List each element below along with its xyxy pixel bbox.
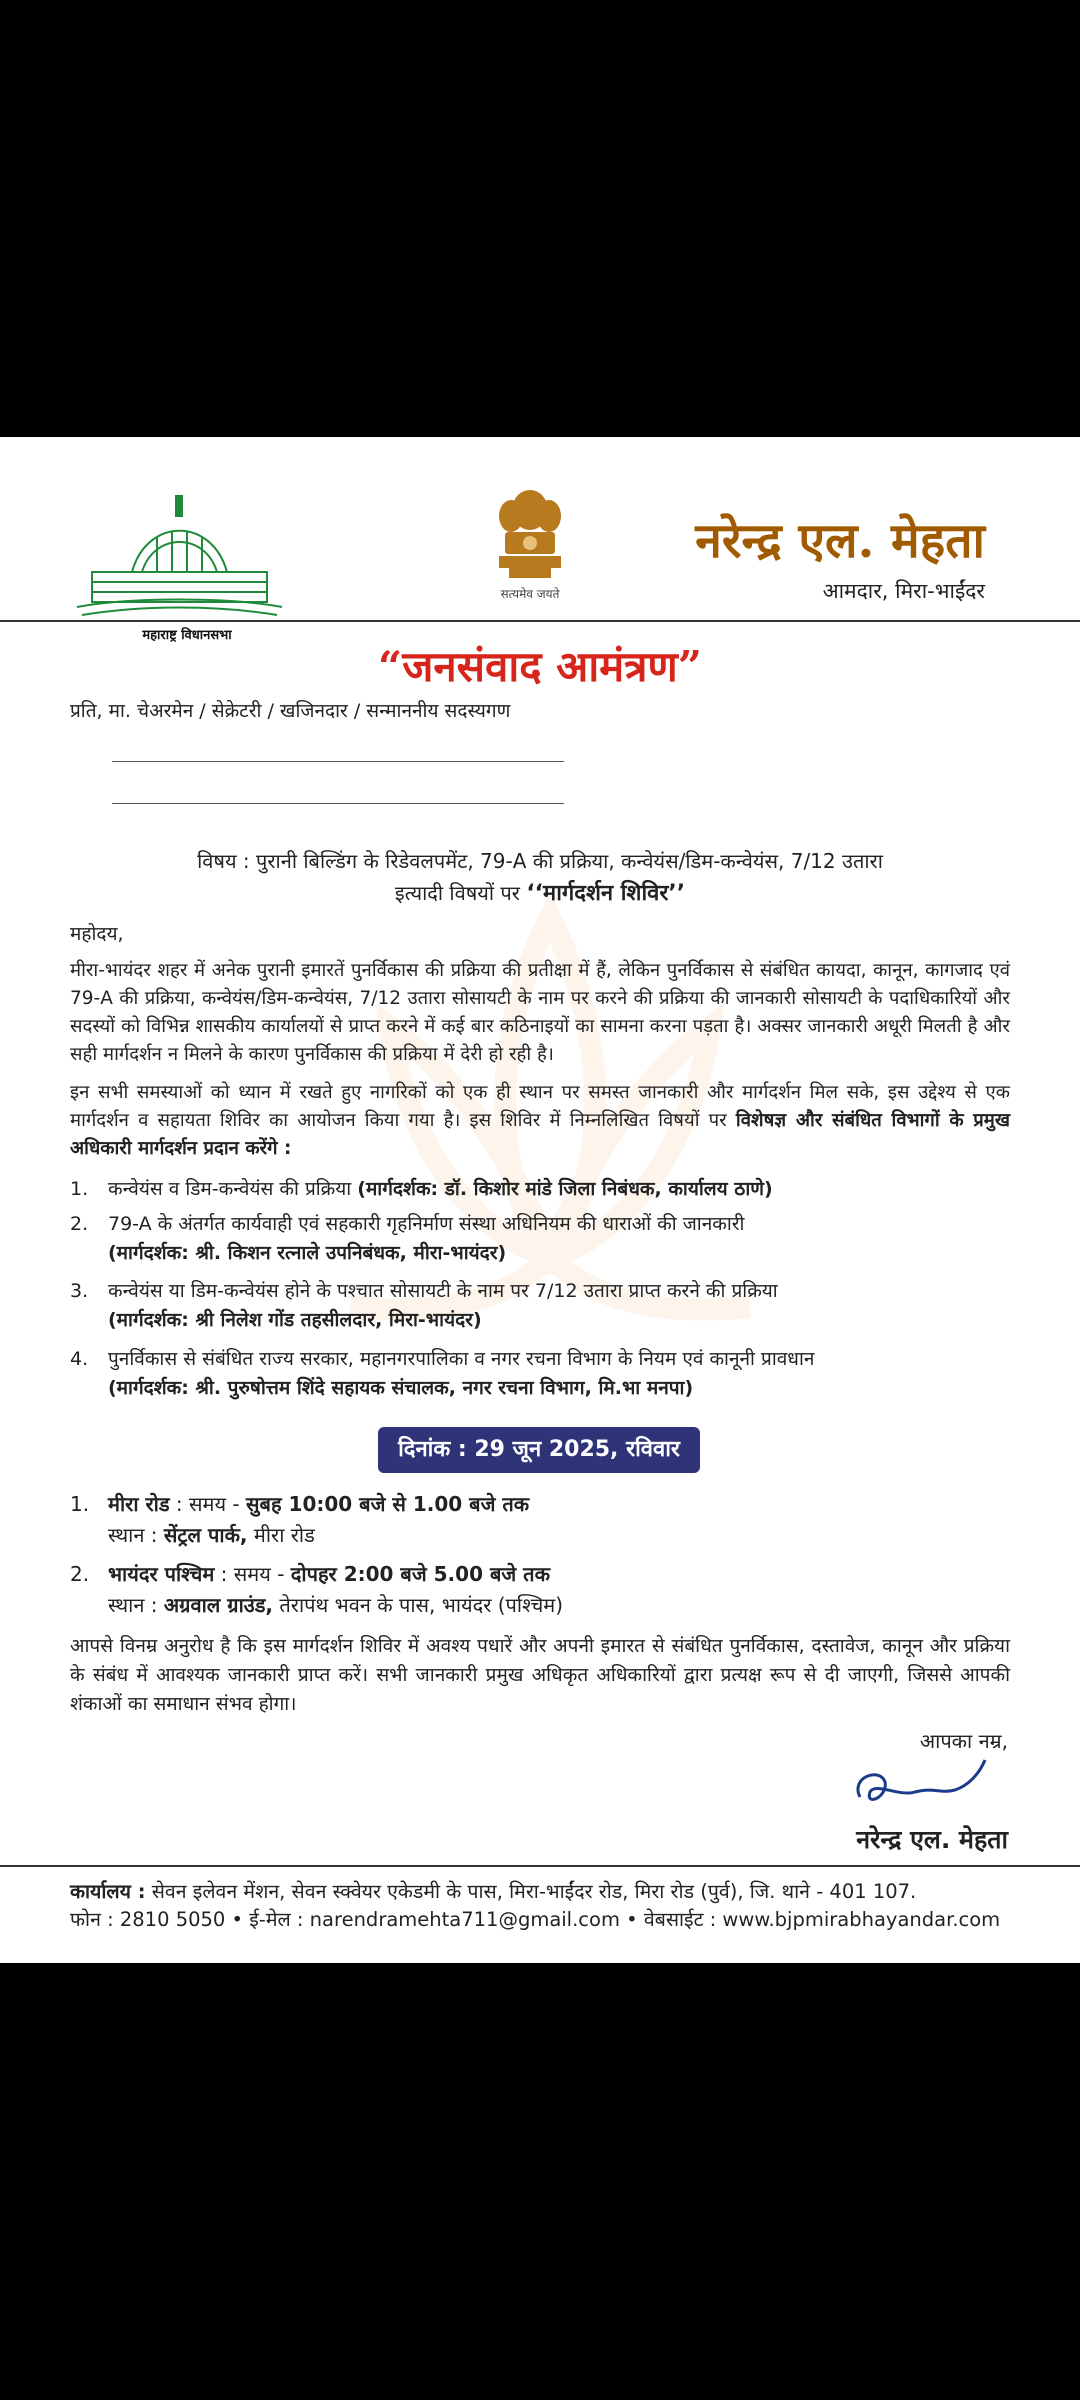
- venue-time-label: : समय -: [169, 1492, 246, 1516]
- paragraph-2-bold: विशेषज्ञ और संबंधित विभागों के प्रमुख अधिकारी मार्गदर्शन प्रदान करेंगे :: [70, 1110, 1010, 1159]
- ashoka-lion-icon: [485, 482, 575, 582]
- venue-time-label: : समय -: [214, 1562, 291, 1586]
- mla-name: नरेन्द्र एल. मेहता: [695, 513, 985, 569]
- topic-text: कन्वेयंस या डिम-कन्वेयंस होने के पश्चात सोसायटी के नाम पर 7/12 उतारा प्राप्त करने की प्रक्रिया: [108, 1280, 778, 1302]
- topic-number: 3.: [70, 1280, 89, 1302]
- footer-divider: [0, 1865, 1080, 1867]
- topic-guide: (मार्गदर्शक: डॉ. किशोर मांडे जिला निबंधक, कार्यालय ठाणे): [357, 1178, 773, 1200]
- paragraph-1: मीरा-भायंदर शहर में अनेक पुरानी इमारतें पुनर्विकास की प्रक्रिया की प्रतीक्षा में हैं, लेकिन पुनर्विकास से संबंधित कायदा, कानून, कागजाद एवं 79-A की प्रक्रिया, कन्वेयंस/डिम-कन्वेयंस, 7/12 उतारा सोसायटी के नाम पर करने की प्रक्रिया की जानकारी सोसायटी के पदाधिकारियों और सदस्यों को विभिन्न शासकीय कार्यालयों से प्राप्त करने में कई बार कठिनाइयों का सामना करना पड़ता है। अक्सर जानकारी अधूरी मिलती है और सही मार्गदर्शन न मिलने के कारण पुनर्विकास की प्रक्रिया में देरी हो रही है।: [70, 960, 1010, 1065]
- signature-icon: [840, 1752, 1000, 1822]
- venue-time: दोपहर 2:00 बजे 5.00 बजे तक: [290, 1562, 550, 1586]
- venue-place: अग्रवाल ग्राउंड,: [163, 1593, 274, 1617]
- topic-body: [108, 1210, 744, 1268]
- header-divider: [0, 620, 1080, 622]
- venue-number: 1.: [70, 1492, 90, 1516]
- closing-paragraph: आपसे विनम्र अनुरोध है कि इस मार्गदर्शन शिविर में अवश्य पधारें और अपनी इमारत से संबंधित पुनर्विकास, दस्तावेज, कानून और प्रक्रिया के संबंध में आवश्यक जानकारी प्राप्त करें। सभी जानकारी प्रमुख अधिकृत अधिकारियों द्वारा प्रत्यक्ष रूप से दी जाएगी, जिससे आपकी शंकाओं का समाधान संभव होगा।: [70, 1635, 1010, 1715]
- venue-place: सेंट्रल पार्क,: [163, 1523, 248, 1547]
- salutation: महोदय,: [70, 923, 124, 945]
- topic-text: 79-A के अंतर्गत कार्यवाही एवं सहकारी गृहनिर्माण संस्था अधिनियम की धाराओं की जानकारी: [108, 1213, 745, 1235]
- legislature-building-icon: [72, 477, 287, 627]
- venue-place-rest: तेरापंथ भवन के पास, भायंदर (पश्चिम): [273, 1593, 564, 1617]
- topic-number: 2.: [70, 1213, 89, 1235]
- subject-line-2: [0, 877, 1080, 910]
- topic-body: [108, 1175, 773, 1204]
- subject-line-2-prefix: इत्यादी विषयों पर: [394, 881, 527, 905]
- topic-guide: (मार्गदर्शक: श्री निलेश गोंड तहसीलदार, मिरा-भायंदर): [108, 1309, 482, 1331]
- venue-body: [108, 1489, 529, 1551]
- paragraph-2: [70, 1079, 1010, 1163]
- emblem-motto: सत्यमेव जयते: [500, 587, 560, 601]
- letter-page: [0, 437, 1080, 1963]
- office-label: कार्यालय :: [70, 1880, 146, 1903]
- topic-text: कन्वेयंस व डिम-कन्वेयंस की प्रक्रिया: [108, 1178, 352, 1200]
- paragraph-2-text: इन सभी समस्याओं को ध्यान में रखते हुए नागरिकों को एक ही स्थान पर समस्त जानकारी और मार्गदर्शन मिल सके, इस उद्देश्य से एक मार्गदर्शन व सहायता शिविर का आयोजन किया गया है। इस शिविर में निम्नलिखित विषयों पर: [70, 1082, 1010, 1131]
- topic-number: 1.: [70, 1178, 89, 1200]
- venue-number: 2.: [70, 1562, 90, 1586]
- office-address-line: [70, 1877, 1020, 1904]
- topic-number: 4.: [70, 1348, 89, 1370]
- vidhan-sabha-logo: [72, 477, 287, 643]
- venue-place-rest: मीरा रोड: [247, 1523, 315, 1547]
- topic-guide: (मार्गदर्शक: श्री. किशन रत्नाले उपनिबंधक, मीरा-भायंदर): [108, 1242, 507, 1264]
- venue-time: सुबह 10:00 बजे से 1.00 बजे तक: [246, 1492, 530, 1516]
- signatory-name: नरेन्द्र एल. मेहता: [856, 1825, 1008, 1854]
- national-emblem: [485, 482, 575, 612]
- addressee-line: प्रति, मा. चेअरमेन / सेक्रेटरी / खजिनदार / सन्माननीय सदस्यगण: [70, 700, 511, 722]
- contact-line: फोन : 2810 5050 • ई-मेल : narendramehta711@gmail.com • वेबसाईट : www.bjpmirabhayandar.com: [70, 1908, 1001, 1931]
- venue-place-label: स्थान :: [108, 1523, 164, 1547]
- office-address: सेवन इलेवन मेंशन, सेवन स्क्वेयर एकेडमी के पास, मिरा-भाईंदर रोड, मिरा रोड (पुर्व), जि. थाने - 401 107.: [145, 1880, 917, 1903]
- venue-area: मीरा रोड: [108, 1492, 170, 1516]
- venue-area: भायंदर पश्चिम: [108, 1562, 215, 1586]
- signoff: आपका नम्र,: [919, 1729, 1008, 1753]
- subject-block: [0, 845, 1080, 910]
- blank-line-1: [112, 761, 564, 762]
- topic-text: पुनर्विकास से संबंधित राज्य सरकार, महानगरपालिका व नगर रचना विभाग के नियम एवं कानूनी प्रावधान: [108, 1348, 815, 1370]
- mla-designation: आमदार, मिरा-भाईंदर: [822, 579, 985, 603]
- subject-line-2-strong: ‘‘मार्गदर्शन शिविर’’: [526, 881, 686, 906]
- topic-body: [108, 1345, 814, 1403]
- vidhan-sabha-caption: महाराष्ट्र विधानसभा: [142, 628, 232, 643]
- event-date-badge: दिनांक : 29 जून 2025, रविवार: [378, 1427, 700, 1473]
- topic-guide: (मार्गदर्शक: श्री. पुरुषोत्तम शिंदे सहायक संचालक, नगर रचना विभाग, मि.भा मनपा): [108, 1377, 694, 1399]
- invitation-title: “जनसंवाद आमंत्रण”: [378, 642, 702, 691]
- blank-line-2: [112, 803, 564, 804]
- subject-line-1: विषय : पुरानी बिल्डिंग के रिडेवलपमेंट, 79-A की प्रक्रिया, कन्वेयंस/डिम-कन्वेयंस, 7/12 उतारा: [197, 849, 883, 873]
- topic-body: [108, 1277, 778, 1335]
- venue-place-label: स्थान :: [108, 1593, 164, 1617]
- venue-body: [108, 1559, 563, 1621]
